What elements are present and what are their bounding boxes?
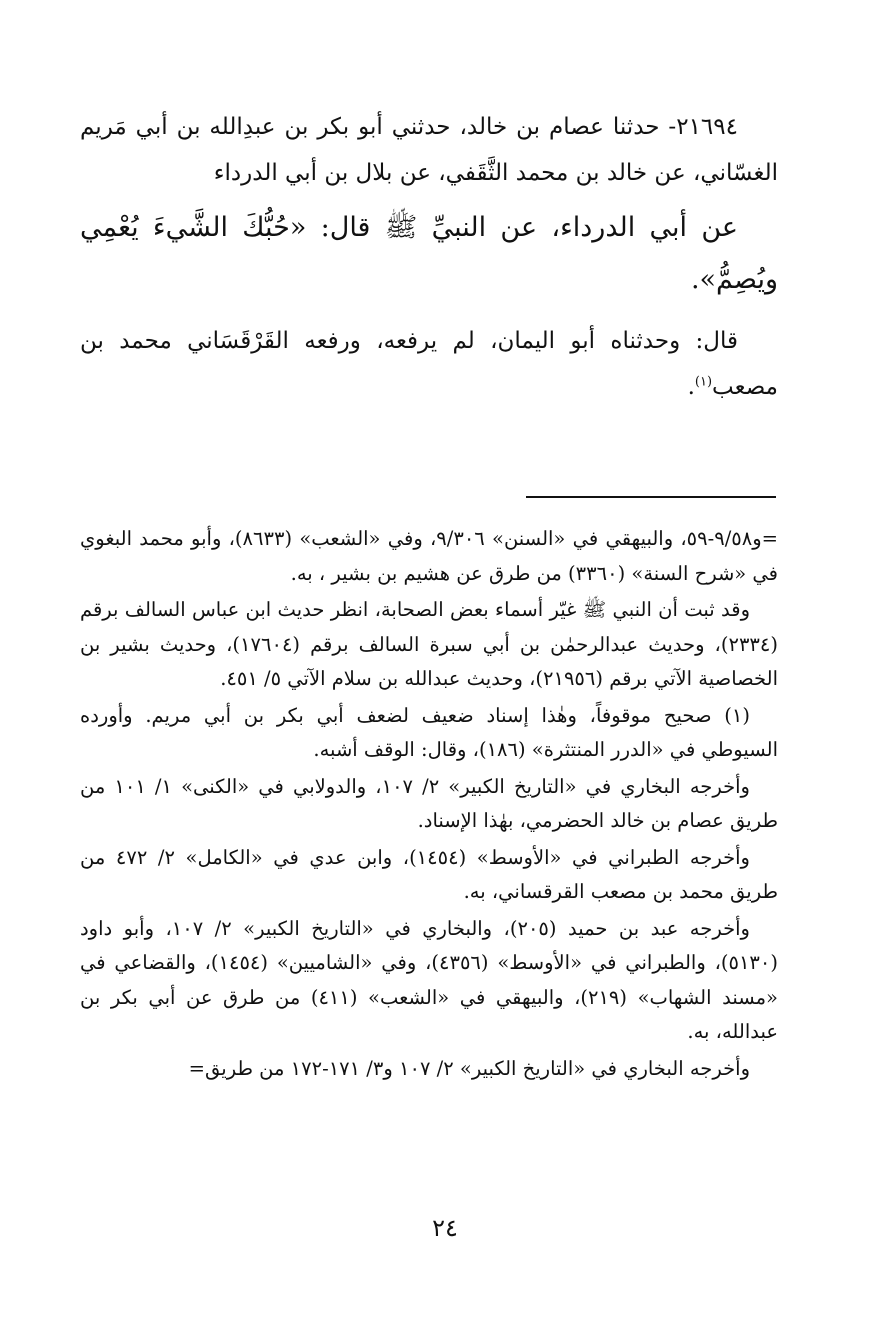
footnote-paragraph: وأخرجه الطبراني في «الأوسط» (١٤٥٤)، وابن عدي في «الكامل» ٢/ ٤٧٢ من طريق محمد بن مصعب القرقساني، به. [80,845,778,903]
footnote-paragraph: وأخرجه البخاري في «التاريخ الكبير» ٢/ ١٠٧، والدولابي في «الكنى» ١/ ١٠١ من طريق عصام بن خالد الحضرمي، بهٰذا الإسناد. [80,774,778,832]
footnote-paragraph: وأخرجه البخاري في «التاريخ الكبير» ٢/ ١٠٧ و٣/ ١٧١-١٧٢ من طريق= [188,1056,750,1080]
footnote-paragraph: (١) صحيح موقوفاً، وهٰذا إسناد ضعيف لضعف أبي بكر بن أبي مريم. وأورده السيوطي في «الدرر المنتثرة» (١٨٦)، وقال: الوقف أشبه. [80,703,778,761]
main-text [80,104,778,412]
narrative-paragraph [80,318,778,410]
page-number: ٢٤ [432,1214,458,1242]
footnote-reference: (١) [694,374,713,390]
footnote-paragraph: وقد ثبت أن النبي ﷺ غيّر أسماء بعض الصحابة، انظر حديث ابن عباس السالف برقم (٢٣٣٤)، وحديث عبدالرحمٰن بن أبي سبرة السالف برقم (١٧٦٠٤)، وحديث بشير بن الخصاصية الآتي برقم (٢١٩٥٦)، وحديث عبدالله بن سلام الآتي ٥/ ٤٥١. [80,598,778,690]
footnote-paragraph: وأخرجه عبد بن حميد (٢٠٥)، والبخاري في «التاريخ الكبير» ٢/ ١٠٧، وأبو داود (٥١٣٠)، والطبراني في «الأوسط» (٤٣٥٦)، وفي «الشاميين» (١٤٥٤)، والقضاعي في «مسند الشهاب» (٢١٩)، والبيهقي في «الشعب» (٤١١) من طرق عن أبي بكر بن عبدالله، به. [80,916,778,1043]
footnotes-section [80,522,778,1086]
footnote-paragraph: =و٩/٥٨-٥٩، والبيهقي في «السنن» ٩/٣٠٦، وفي «الشعب» (٨٦٣٣)، وأبو محمد البغوي في «شرح السنة» (٣٣٦٠) من طرق عن هشيم بن بشير ، به. [80,527,778,585]
footnote-divider [526,496,776,498]
narrative-end: . [687,374,695,400]
narrative-text: قال: وحدثناه أبو اليمان، لم يرفعه، ورفعه القَرْقَسَاني محمد بن مصعب [80,328,778,400]
hadith-matn: عن أبي الدرداء، عن النبيِّ ﷺ قال: «حُبُّكَ الشَّيءَ يُعْمِي ويُصِمُّ». [80,212,778,295]
hadith-isnad: ٢١٦٩٤- حدثنا عصام بن خالد، حدثني أبو بكر بن عبدِالله بن أبي مَريم الغسّاني، عن خالد بن محمد الثَّقَفي، عن بلال بن أبي الدرداء [80,114,778,186]
